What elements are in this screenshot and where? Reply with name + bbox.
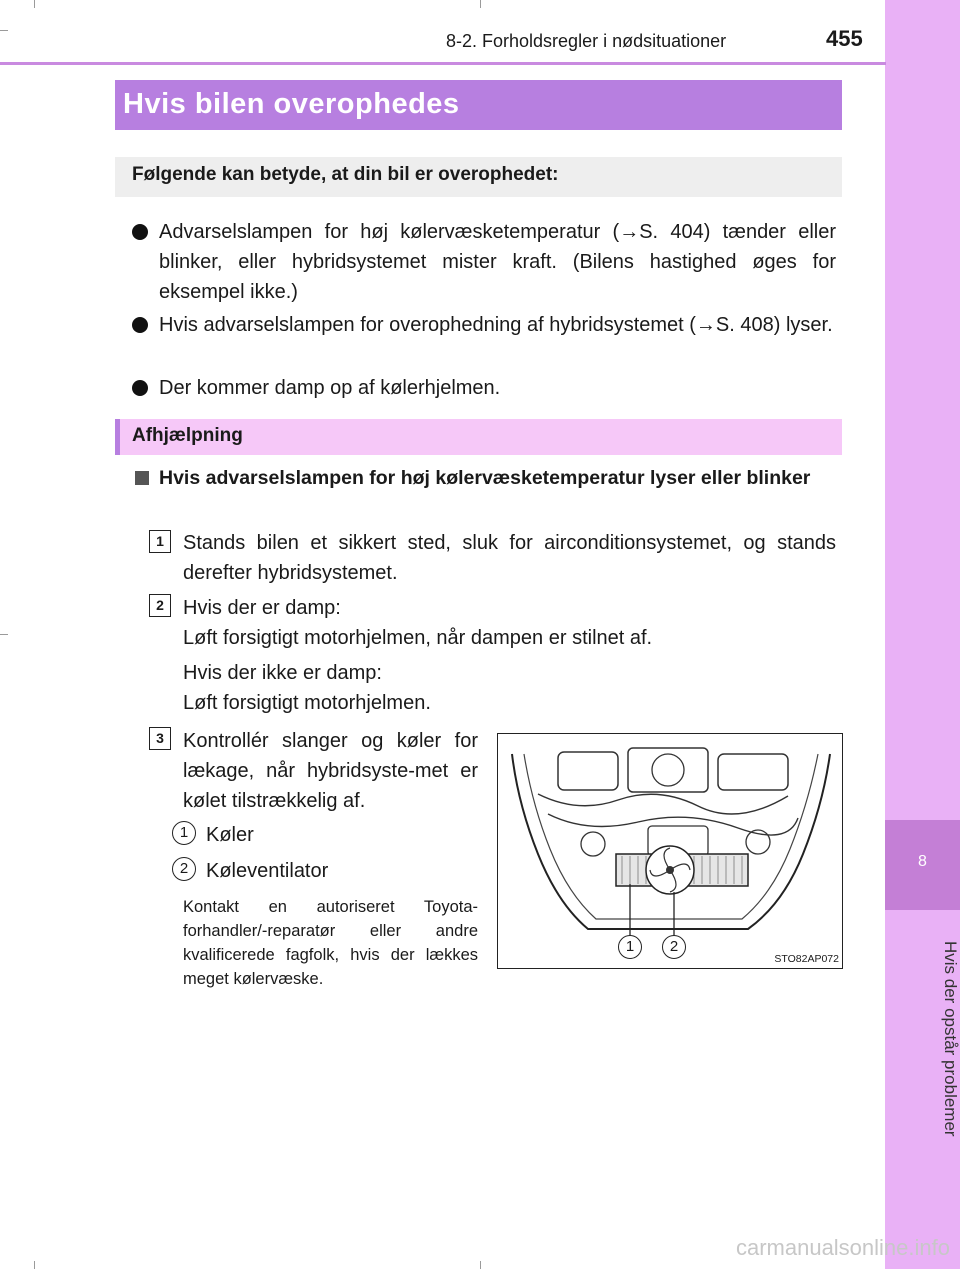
remedy-subheading: Hvis advarselslampen for høj kølervæsketemperatur lyser eller blinker [159,467,811,489]
remedy-heading-box [115,419,842,455]
figure-callout: 2 [662,935,686,959]
chapter-number: 8 [918,853,927,870]
figure-code: STO82AP072 [774,953,839,965]
legend-number: 2 [172,857,196,881]
square-bullet-icon [135,471,149,485]
step-text: Hvis der ikke er damp: [183,662,382,684]
step-number-box: 3 [149,727,171,750]
step-text: Kontrollér slanger og køler for lækage, når hybridsyste-met er kølet tilstrækkelig af. [183,730,478,812]
signs-heading-box [115,157,842,197]
step-text: Løft forsigtigt motorhjelmen, når dampen er stilnet af. [183,627,653,649]
sign-item: Der kommer damp op af kølerhjelmen. [159,377,501,399]
bullet-icon [132,380,148,396]
bullet-icon [132,317,148,333]
bullet-icon [132,224,148,240]
crop-mark [0,634,8,635]
step-text: Løft forsigtigt motorhjelmen. [183,692,431,714]
watermark: carmanualsonline.info [735,1235,950,1260]
remedy-heading: Afhjælpning [132,425,243,446]
crop-mark [0,30,8,31]
crop-mark [480,0,481,8]
remedy-note: Kontakt en autoriseret Toyota-forhandler/-reparatør eller andre kvalificerede fagfolk, hvis der lækkes meget kølervæske. [183,898,478,988]
step-text: Hvis der er damp: [183,597,341,619]
chapter-title [885,918,960,1158]
page-number: 455 [826,26,863,51]
legend-label: Køleventilator [206,860,329,882]
step-text: Stands bilen et sikkert sted, sluk for airconditionsystemet, og stands derefter hybridsystemet. [183,532,836,584]
page-title-bar [115,80,842,130]
legend-number: 1 [172,821,196,845]
crop-mark [34,0,35,8]
section-title: 8-2. Forholdsregler i nødsituationer [446,31,727,51]
step-number-box: 2 [149,594,171,617]
remedy-heading-accent [115,419,120,455]
sign-item: Hvis advarselslampen for overophedning af hybridsystemet (→S. 408) lyser. [159,314,833,336]
step-number-box: 1 [149,530,171,553]
figure-callout: 1 [618,935,642,959]
engine-bay-figure [497,733,843,969]
signs-heading: Følgende kan betyde, at din bil er overophedet: [132,164,559,185]
page-title: Hvis bilen overophedes [123,88,460,120]
sign-item: Advarselslampen for høj kølervæsketemperatur (→S. 404) tænder eller blinker, eller hybridsystemet mister kraft. (Bilens hastighed øges for eksempel ikke.) [159,221,836,303]
chapter-number-box [885,820,960,910]
crop-mark [480,1261,481,1269]
chapter-title-text: Hvis der opstår problemer [941,941,960,1137]
legend-label: Køler [206,824,254,846]
crop-mark [34,1261,35,1269]
header-rule [0,62,886,65]
engine-bay-illustration [498,734,842,968]
